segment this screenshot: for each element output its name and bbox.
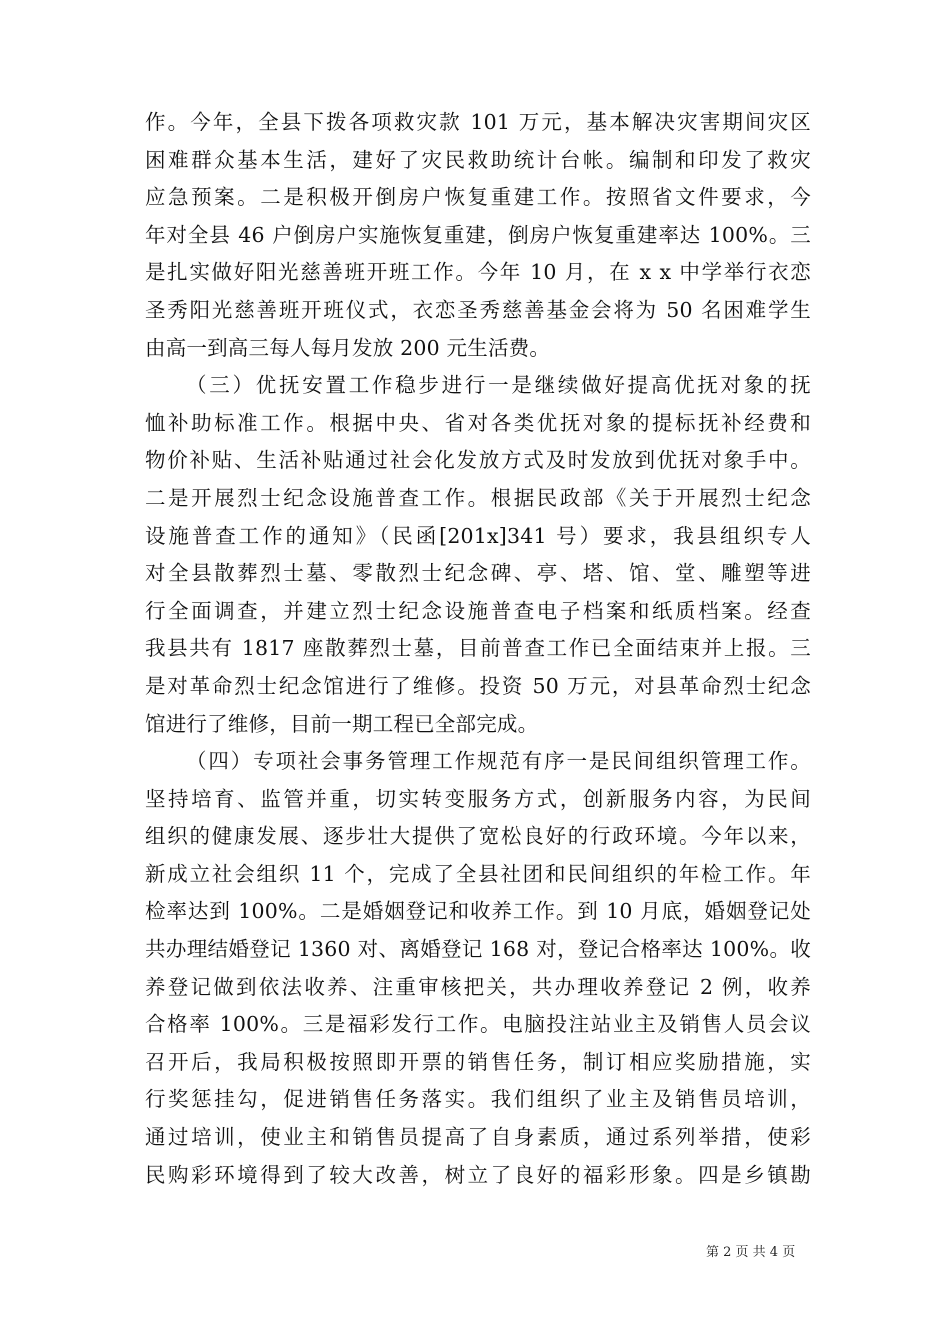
text-line: 通过培训，使业主和销售员提高了自身素质，通过系列举措，使彩 (145, 1125, 811, 1150)
text-line: 应急预案。二是积极开倒房户恢复重建工作。按照省文件要求，今 (145, 185, 811, 210)
text-line: 新成立社会组织 11 个，完成了全县社团和民间组织的年检工作。年 (145, 861, 811, 886)
text-line: 坚持培育、监管并重，切实转变服务方式，创新服务内容，为民间 (145, 786, 811, 811)
text-line: 困难群众基本生活，建好了灾民救助统计台帐。编制和印发了救灾 (145, 147, 811, 172)
text-line: 检率达到 100%。二是婚姻登记和收养工作。到 10 月底，婚姻登记处 (145, 899, 811, 924)
text-line: 年对全县 46 户倒房户实施恢复重建，倒房户恢复重建率达 100%。三 (145, 222, 811, 247)
text-line: 民购彩环境得到了较大改善，树立了良好的福彩形象。四是乡镇勘 (145, 1162, 811, 1187)
paragraph-start-line: （三）优抚安置工作稳步进行一是继续做好提高优抚对象的抚 (186, 373, 811, 398)
text-line: 设施普查工作的通知》（民函[201x]341 号）要求，我县组织专人 (145, 523, 811, 548)
text-line: 馆进行了维修，目前一期工程已全部完成。 (145, 711, 539, 736)
text-line: 圣秀阳光慈善班开班仪式，衣恋圣秀慈善基金会将为 50 名困难学生 (145, 297, 811, 322)
text-line: 组织的健康发展、逐步壮大提供了宽松良好的行政环境。今年以来， (145, 824, 811, 849)
paragraph-start-line: （四）专项社会事务管理工作规范有序一是民间组织管理工作。 (186, 749, 811, 774)
text-line: 我县共有 1817 座散葬烈士墓，目前普查工作已全面结束并上报。三 (145, 636, 811, 661)
text-line: 合格率 100%。三是福彩发行工作。电脑投注站业主及销售人员会议 (145, 1012, 811, 1037)
text-line: 物价补贴、生活补贴通过社会化发放方式及时发放到优抚对象手中。 (145, 448, 811, 473)
text-line: 二是开展烈士纪念设施普查工作。根据民政部《关于开展烈士纪念 (145, 485, 811, 510)
text-line: 由高一到高三每人每月发放 200 元生活费。 (145, 335, 551, 360)
text-line: 养登记做到依法收养、注重审核把关，共办理收养登记 2 例，收养 (145, 974, 811, 999)
text-line: 对全县散葬烈士墓、零散烈士纪念碑、亭、塔、馆、堂、雕塑等进 (145, 561, 811, 586)
text-line: 是扎实做好阳光慈善班开班工作。今年 10 月，在 x x 中学举行衣恋 (145, 260, 811, 285)
text-line: 行全面调查，并建立烈士纪念设施普查电子档案和纸质档案。经查 (145, 598, 811, 623)
document-body (145, 104, 811, 1194)
text-line: 共办理结婚登记 1360 对、离婚登记 168 对，登记合格率达 100%。收 (145, 937, 811, 962)
text-line: 召开后，我局积极按照即开票的销售任务，制订相应奖励措施，实 (145, 1049, 811, 1074)
text-line: 恤补助标准工作。根据中央、省对各类优抚对象的提标抚补经费和 (145, 410, 811, 435)
text-line: 行奖惩挂勾，促进销售任务落实。我们组织了业主及销售员培训， (145, 1087, 811, 1112)
text-line: 作。今年，全县下拨各项救灾款 101 万元，基本解决灾害期间灾区 (145, 110, 811, 134)
text-line: 是对革命烈士纪念馆进行了维修。投资 50 万元，对县革命烈士纪念 (145, 673, 811, 698)
page-number-footer: 第 2 页 共 4 页 (706, 1245, 796, 1260)
